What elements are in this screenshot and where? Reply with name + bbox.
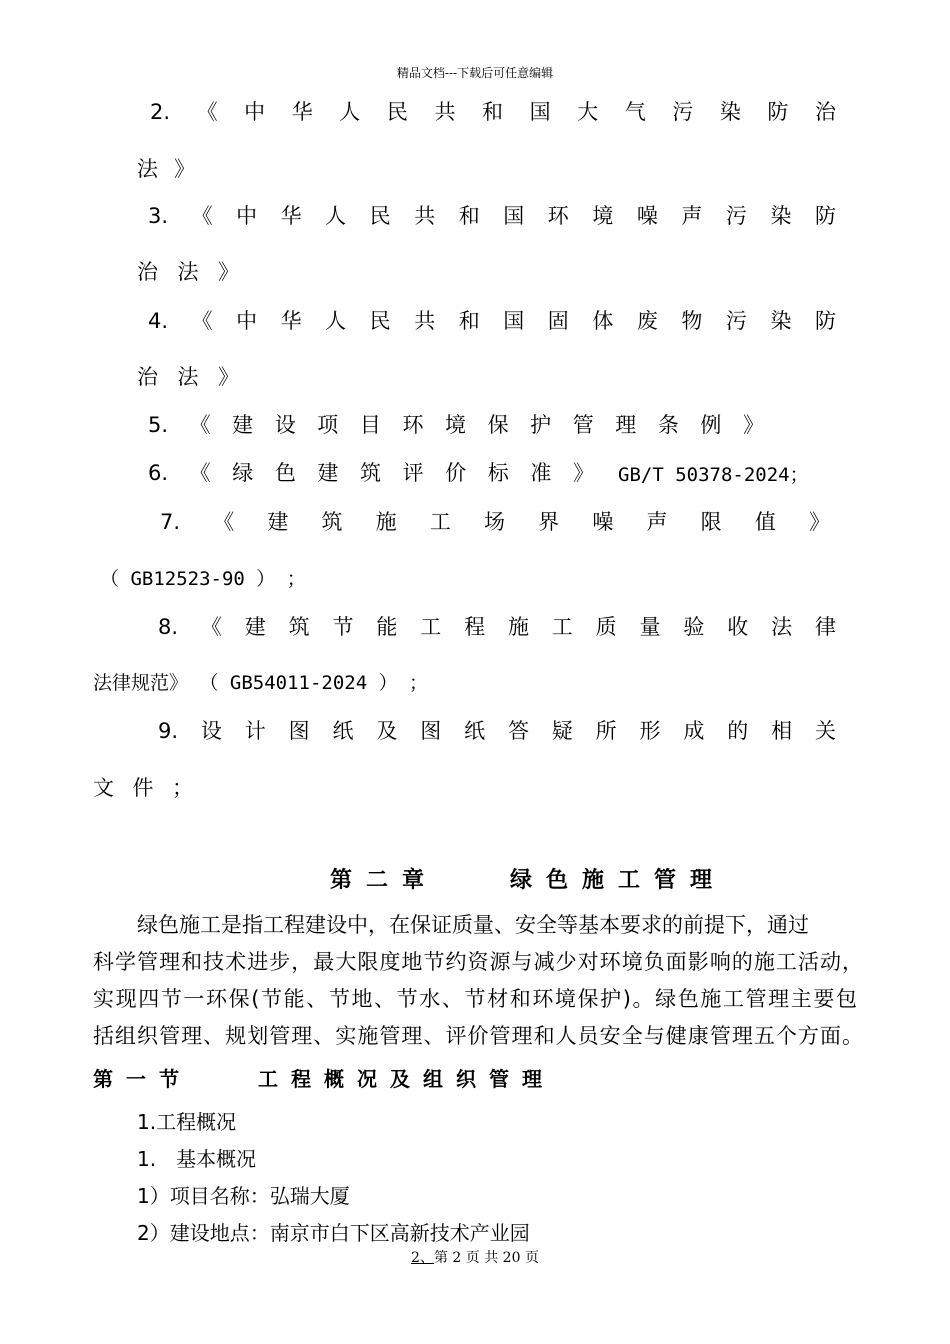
law-item-9-line2: 文件； [93,776,193,800]
law-item-6-text: 6.《绿色建筑评价标准》 [148,461,594,485]
law-item-3-line2: 治法》 [137,260,239,284]
law-item-2-line2: 法》 [137,157,195,181]
page-header: 精品文档---下载后可任意编辑 [396,66,554,80]
intro-line-3: 实现四节一环保(节能、节地、节水、节材和环境保护)。绿色施工管理主要包 [93,987,857,1011]
law-item-6-code: GB/T 50378-2024； [618,464,809,486]
intro-line-2: 科学管理和技术进步，最大限度地节约资源与减少对环境负面影响的施工活动， [93,950,863,974]
page-footer [0,1247,950,1267]
item-project-overview: 1.工程概况 [137,1110,237,1134]
intro-line-1: 绿色施工是指工程建设中，在保证质量、安全等基本要求的前提下，通过 [137,913,809,937]
section-title: 第一节 工程概况及组织管理 [93,1067,555,1091]
law-item-2-line1: 2.《中华人民共和国大气污染防治 [150,100,836,124]
footer-page-index: 2、 [411,1250,434,1266]
law-item-7-line2: （ GB12523-90 ） ； [100,568,306,590]
footer-page-count: 第 2 页 共 20 页 [433,1250,539,1266]
law-item-3-line1: 3.《中华人民共和国环境噪声污染防 [148,204,836,228]
item-location: 2）建设地点：南京市白下区高新技术产业园 [137,1221,530,1245]
item-basic-overview: 1. 基本概况 [137,1147,257,1171]
law-item-4-line1: 4.《中华人民共和国固体废物污染防 [148,309,836,333]
chapter-title: 第二章 绿色施工管理 [330,868,727,893]
law-item-5: 5.《建设项目环境保护管理条例》 [148,413,764,437]
item-project-name: 1）项目名称：弘瑞大厦 [137,1184,350,1208]
law-item-4-line2: 治法》 [137,365,239,389]
law-item-9-line1: 9.设计图纸及图纸答疑所形成的相关 [158,719,836,743]
law-item-8-line2: 法律规范》 （ GB54011-2024 ） ； [93,672,429,694]
intro-line-4: 括组织管理、规划管理、实施管理、评价管理和人员安全与健康管理五个方面。 [93,1024,863,1048]
law-item-7-line1: 7.《建筑施工场界噪声限值》 [160,510,830,534]
law-item-8-line1: 8.《建筑节能工程施工质量验收法律 [158,615,836,639]
